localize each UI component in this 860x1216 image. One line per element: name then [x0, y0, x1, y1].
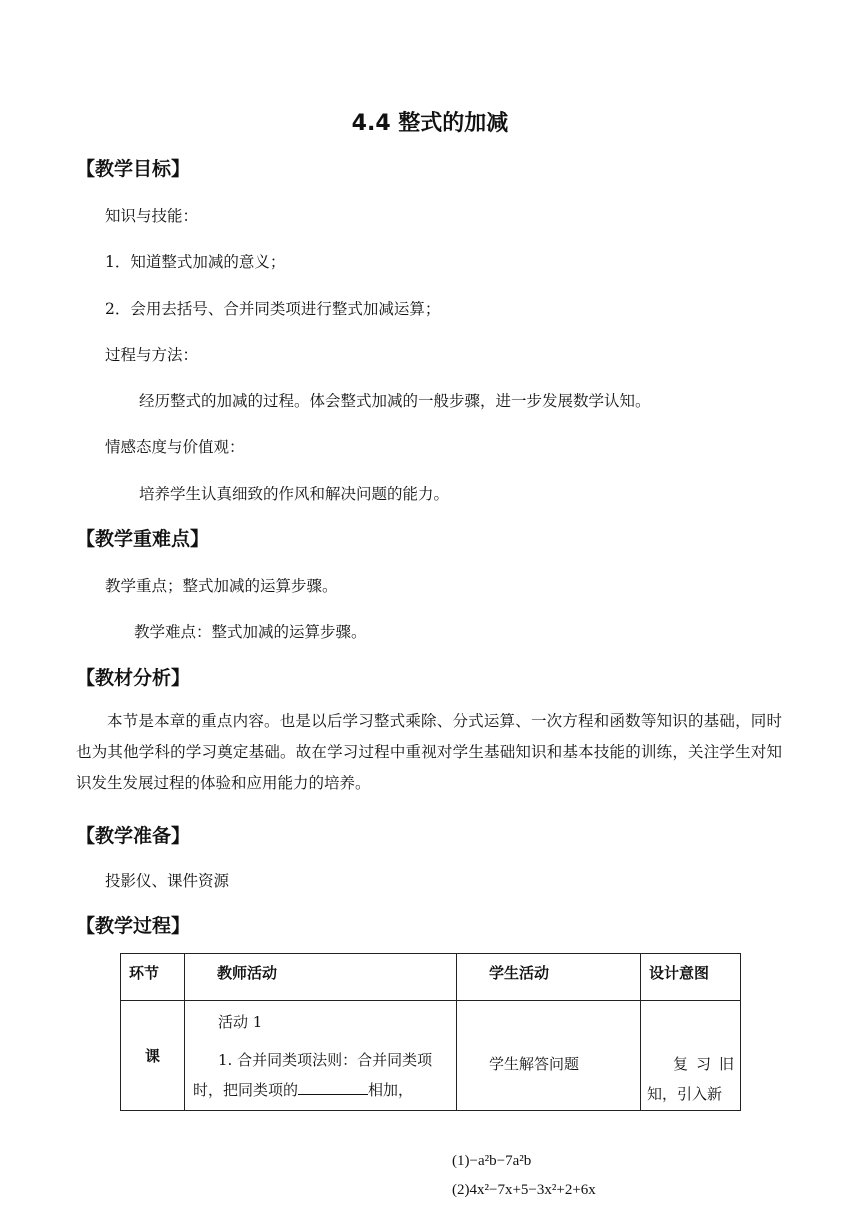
key-difficulty: 教学难点：整式加减的运算步骤。	[134, 623, 367, 641]
section-heading-objectives: 【教学目标】	[76, 158, 191, 180]
preparation-text: 投影仪、课件资源	[105, 872, 230, 890]
objective-item-2: 2．会用去括号、合并同类项进行整式加减运算；	[105, 300, 441, 318]
exercise-1	[452, 1153, 531, 1170]
analysis-paragraph: 本节是本章的重点内容。也是以后学习整式乘除、分式运算、一次方程和函数等知识的基础，同时也为其他学科的学习奠定基础。故在学习过程中重视对学生基础知识和基本技能的训练，关注学生对知识发生发展过程的体验和应用能力的培养。	[76, 712, 782, 792]
teacher-text-b: 相加，	[368, 1081, 414, 1099]
section-heading-process: 【教学过程】	[76, 915, 191, 937]
knowledge-label: 知识与技能：	[105, 207, 199, 225]
activity-title: 活动 1	[218, 1013, 263, 1031]
process-label: 过程与方法：	[105, 346, 199, 364]
row-intent: 复习旧知，引入新	[641, 1001, 741, 1111]
section-heading-preparation: 【教学准备】	[76, 825, 191, 847]
emotion-text: 培养学生认真细致的作风和解决问题的能力。	[139, 485, 450, 503]
header-stage: 环节	[121, 954, 185, 1001]
header-intent: 设计意图	[641, 954, 741, 1001]
table-header-row	[121, 954, 741, 1001]
fill-blank	[298, 1094, 368, 1095]
row-teacher-activity	[185, 1001, 457, 1111]
exercise-1-text: (1)−a²b−7a²b	[452, 1153, 532, 1169]
objective-item-1: 1．知道整式加减的意义；	[105, 253, 286, 271]
process-text: 经历整式的加减的过程。体会整式加减的一般步骤，进一步发展数学认知。	[139, 392, 651, 410]
exercise-2	[452, 1182, 596, 1199]
teacher-text-a: 1. 合并同类项法则：合并同类项时，把同类项的	[193, 1051, 433, 1099]
header-student: 学生活动	[457, 954, 641, 1001]
page-title: 4.4 整式的加减	[351, 111, 509, 136]
table-row	[121, 1001, 741, 1111]
section-heading-key-points: 【教学重难点】	[76, 528, 210, 550]
process-table	[120, 953, 741, 1111]
row-stage: 课	[121, 1001, 185, 1111]
key-focus: 教学重点；整式加减的运算步骤。	[105, 577, 338, 595]
header-teacher: 教师活动	[185, 954, 457, 1001]
row-student-activity: 学生解答问题	[457, 1001, 641, 1111]
emotion-label: 情感态度与价值观：	[105, 438, 245, 456]
teacher-text	[193, 1045, 448, 1105]
section-heading-analysis: 【教材分析】	[76, 667, 191, 689]
exercise-2-text: (2)4x²−7x+5−3x²+2+6x	[452, 1182, 596, 1198]
